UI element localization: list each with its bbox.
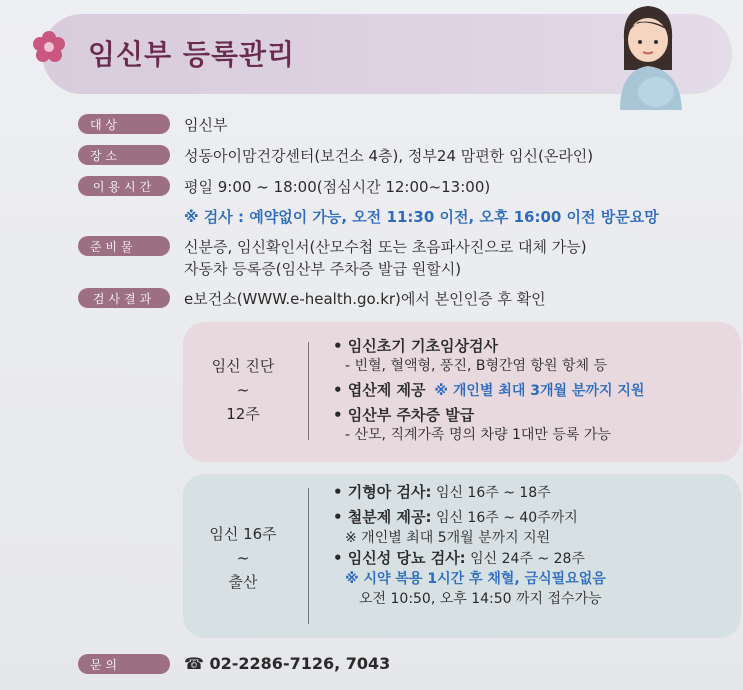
label-result: 검사결과 <box>78 288 170 308</box>
stage-end: 출산 <box>228 573 258 591</box>
stage-items <box>333 482 606 609</box>
item-note: ※ 개인별 최대 3개월 분까지 지원 <box>434 383 645 399</box>
hours-note: ※ 검사 : 예약없이 가능, 오전 11:30 이전, 오후 16:00 이전 방문요망 <box>184 208 659 226</box>
pregnant-woman-illustration <box>598 0 698 110</box>
item-value: 임신 16주 ~ 18주 <box>435 485 551 501</box>
stage-tilde: ~ <box>236 549 250 567</box>
item-heading: • 기형아 검사: <box>333 483 432 501</box>
value-target: 임신부 <box>184 116 228 134</box>
item-note: ※ 시약 복용 1시간 후 채혈, 금식필요없음 <box>345 571 606 587</box>
item-value: 임신 16주 ~ 40주까지 <box>435 510 578 526</box>
item-value: 임신 24주 ~ 28주 <box>470 551 585 567</box>
stage-label <box>183 522 303 594</box>
item-detail: ※ 개인별 최대 5개월 분까지 지원 <box>345 530 551 546</box>
row-prepare <box>78 236 587 256</box>
item-heading: • 임신성 당뇨 검사: <box>333 549 466 567</box>
label-prepare: 준 비 물 <box>78 236 170 256</box>
stage-start: 임신 진단 <box>211 357 275 375</box>
stage-items <box>333 336 644 445</box>
item-heading: • 철분제 제공: <box>333 508 432 526</box>
label-place: 장 소 <box>78 145 170 165</box>
value-prepare-2: 자동차 등록증(임산부 주차증 발급 원할시) <box>184 260 462 278</box>
divider <box>308 342 309 440</box>
divider <box>308 488 309 624</box>
row-place <box>78 145 594 165</box>
stage-tilde: ~ <box>236 381 250 399</box>
value-result: e보건소(WWW.e-health.go.kr)에서 본인인증 후 확인 <box>184 290 546 308</box>
value-place: 성동아이맘건강센터(보건소 4층), 정부24 맘편한 임신(온라인) <box>184 147 594 165</box>
stage-start: 임신 16주 <box>209 525 277 543</box>
label-contact: 문 의 <box>78 654 170 674</box>
label-hours: 이용시간 <box>78 176 170 196</box>
item-heading: • 엽산제 제공 <box>333 381 426 399</box>
label-target: 대 상 <box>78 114 170 134</box>
page-title: 임신부 등록관리 <box>88 38 296 71</box>
stage-box-early <box>183 322 741 462</box>
item-heading: • 임신초기 기초임상검사 <box>333 337 498 355</box>
item-heading: • 임산부 주차증 발급 <box>333 406 475 424</box>
stage-label <box>183 354 303 426</box>
item-detail: - 빈혈, 혈액형, 풍진, B형간염 항원 항체 등 <box>345 358 608 374</box>
stage-box-late <box>183 474 741 638</box>
row-target <box>78 114 228 134</box>
item-detail: - 산모, 직계가족 명의 차량 1대만 등록 가능 <box>345 427 611 443</box>
value-hours: 평일 9:00 ~ 18:00(점심시간 12:00~13:00) <box>184 178 491 196</box>
contact-phone[interactable]: ☎ 02-2286-7126, 7043 <box>184 654 391 673</box>
flower-icon <box>32 30 66 64</box>
value-prepare-1: 신분증, 임신확인서(산모수첩 또는 초음파사진으로 대체 가능) <box>184 238 587 256</box>
row-result <box>78 288 546 308</box>
row-hours <box>78 176 491 196</box>
row-contact <box>78 654 391 674</box>
stage-end: 12주 <box>226 405 260 423</box>
item-detail: 오전 10:50, 오후 14:50 까지 접수가능 <box>359 591 602 607</box>
